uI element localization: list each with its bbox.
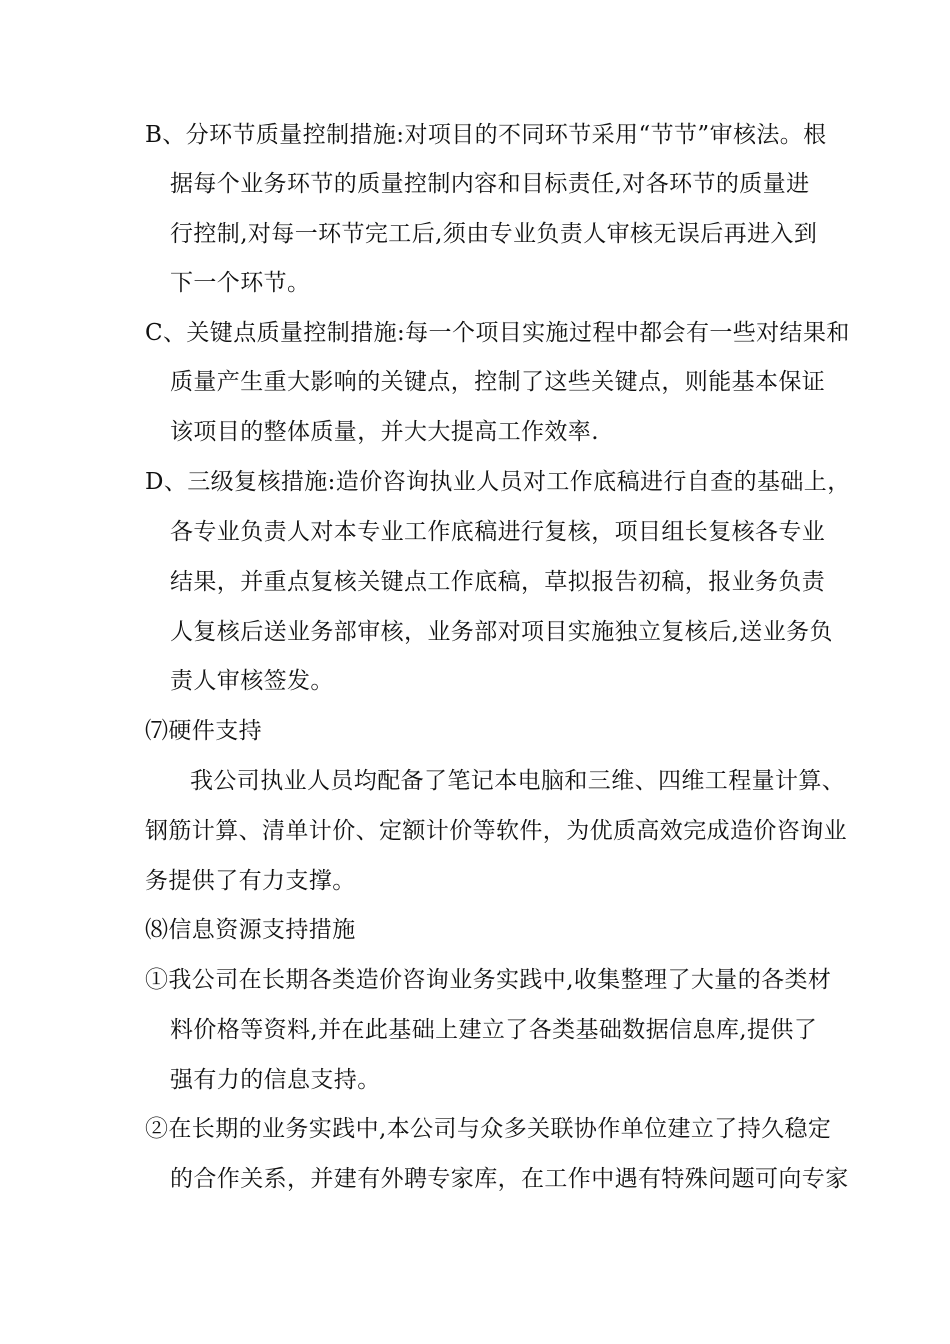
item-d-line-5: 责人审核签发。 <box>170 668 334 694</box>
section-8-point-1-line-3: 强有力的信息支持。 <box>170 1067 381 1093</box>
section-7-heading: ⑺硬件支持 <box>145 718 262 744</box>
item-d-line-3: 结果，并重点复核关键点工作底稿，草拟报告初稿，报业务负责 <box>170 569 826 595</box>
item-d-line-1: D、三级复核措施:造价咨询执业人员对工作底稿进行自查的基础上， <box>145 469 851 495</box>
section-7-line-3: 务提供了有力支撑。 <box>145 868 356 894</box>
section-7-line-2: 钢筋计算、清单计价、定额计价等软件，为优质高效完成造价咨询业 <box>145 818 847 844</box>
item-b-line-4: 下一个环节。 <box>170 270 311 296</box>
item-c-line-2: 质量产生重大影响的关键点，控制了这些关键点，则能基本保证 <box>170 369 826 395</box>
item-c-line-1: C、关键点质量控制措施:每一个项目实施过程中都会有一些对结果和 <box>145 320 850 346</box>
item-b-line-1: B、分环节质量控制措施:对项目的不同环节采用“节节”审核法。根 <box>145 122 827 148</box>
section-8-point-2-line-2: 的合作关系，并建有外聘专家库，在工作中遇有特殊问题可向专家 <box>170 1166 849 1192</box>
section-7-line-1: 我公司执业人员均配备了笔记本电脑和三维、四维工程量计算、 <box>190 768 846 794</box>
section-8-point-2-line-1: ②在长期的业务实践中,本公司与众多关联协作单位建立了持久稳定 <box>145 1116 832 1142</box>
item-b-line-2: 据每个业务环节的质量控制内容和目标责任,对各环节的质量进 <box>170 171 810 197</box>
section-8-point-1-line-1: ①我公司在长期各类造价咨询业务实践中,收集整理了大量的各类材 <box>145 967 832 993</box>
item-d-line-4: 人复核后送业务部审核，业务部对项目实施独立复核后,送业务负 <box>170 619 833 645</box>
section-8-heading: ⑻信息资源支持措施 <box>145 917 356 943</box>
item-c-line-3: 该项目的整体质量，并大大提高工作效率. <box>170 419 599 445</box>
section-8-point-1-line-2: 料价格等资料,并在此基础上建立了各类基础数据信息库,提供了 <box>170 1017 818 1043</box>
item-d-line-2: 各专业负责人对本专业工作底稿进行复核，项目组长复核各专业 <box>170 519 826 545</box>
item-b-line-3: 行控制,对每一环节完工后,须由专业负责人审核无误后再进入到 <box>170 221 818 247</box>
